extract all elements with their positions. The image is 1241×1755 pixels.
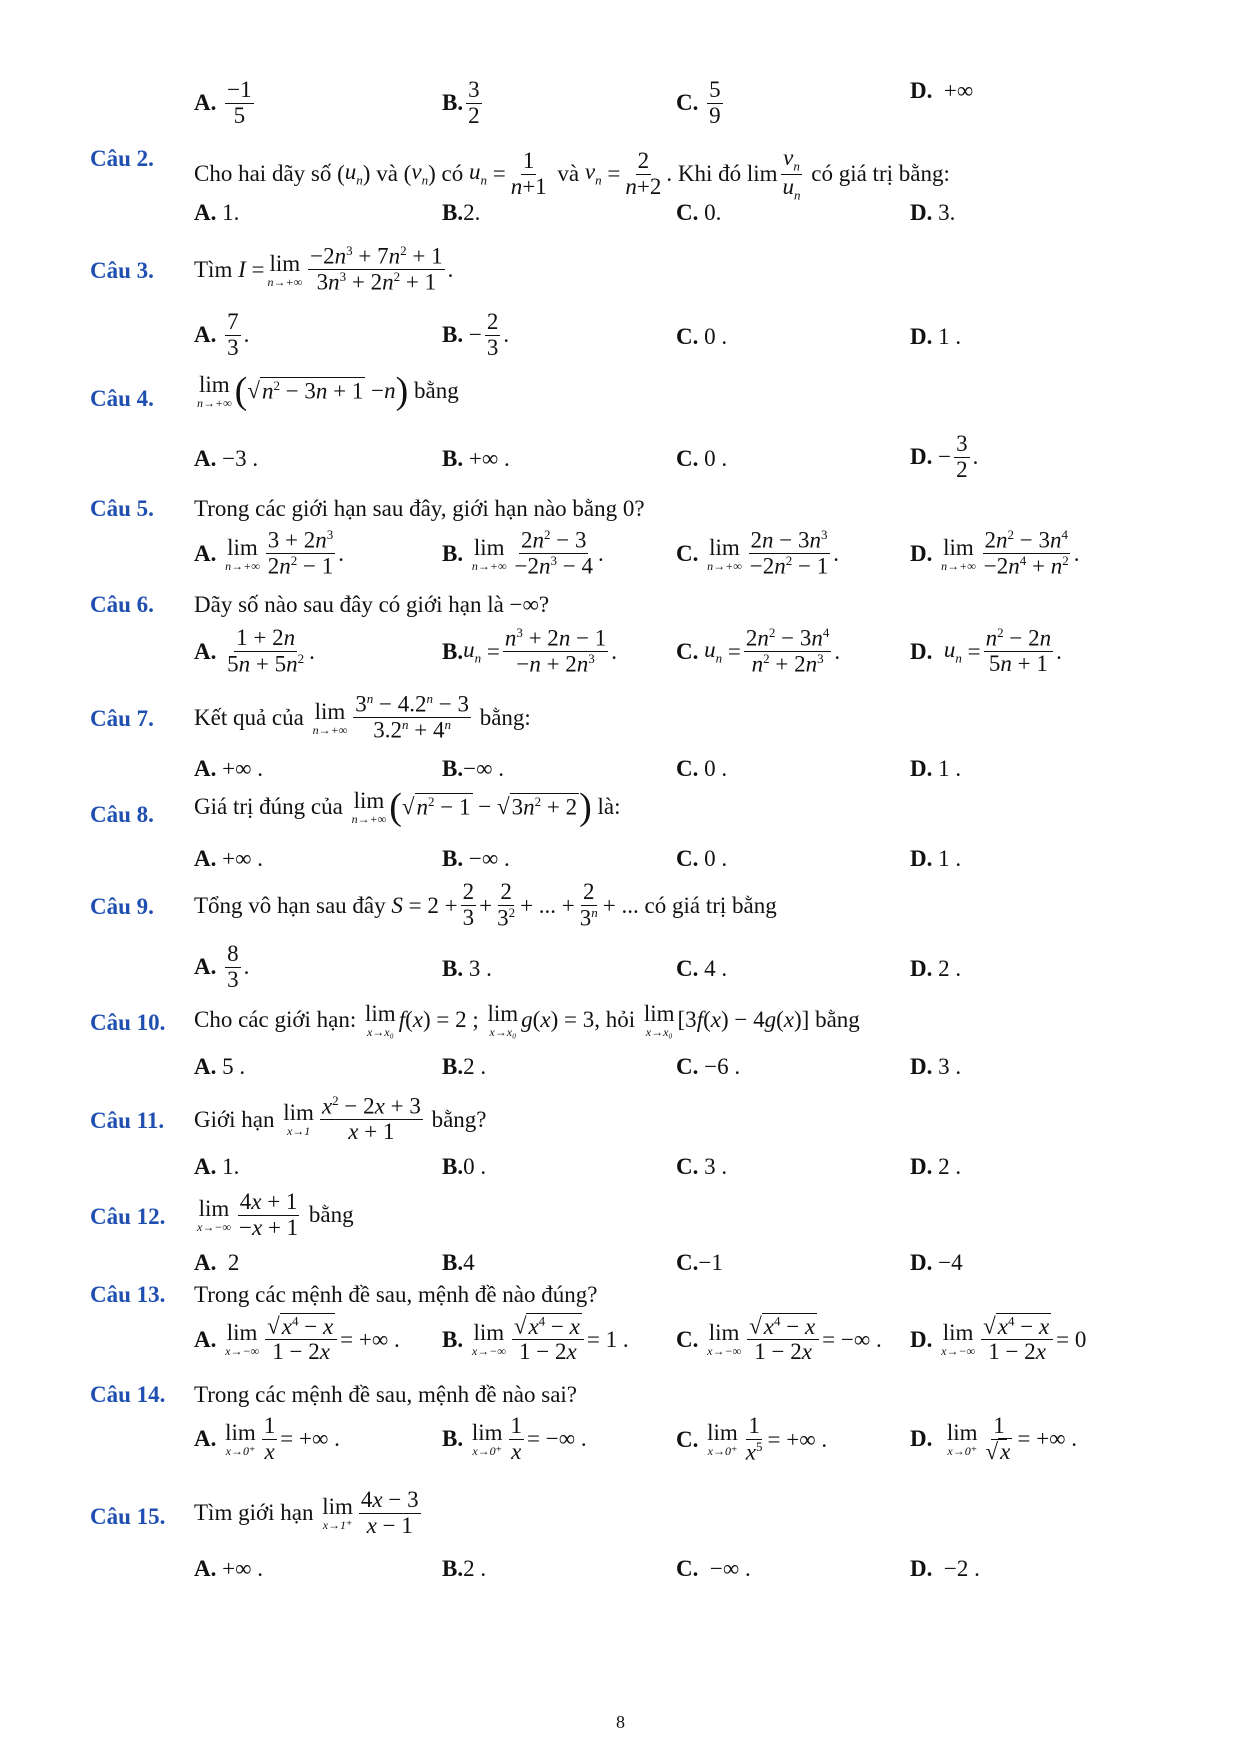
option-label: A. <box>194 90 217 116</box>
question-9 <box>0 880 1241 936</box>
option-label: C. <box>676 1054 699 1079</box>
text: Tìm <box>194 256 233 282</box>
question-text: Tổng vô hạn sau đây S = 2 + $\frac{2}{3}$ + $\frac{2}{3^2}$ + ... + $\frac{2}{3^n}$ + ... có giá trị bằng <box>194 879 777 931</box>
question-text: Trong các mệnh đề sau, mệnh đề nào sai? <box>194 1382 578 1407</box>
question-5 <box>0 492 1241 528</box>
question-text: lim x→−∞ $\frac{4x + 1}{-x + 1}$ bằng <box>197 1189 354 1240</box>
question-label: Câu 11. <box>90 1108 165 1133</box>
option-label: A. <box>194 322 217 348</box>
option-label: A. <box>194 1250 217 1275</box>
option-label: B. <box>442 1556 464 1581</box>
question-text: Cho các giới hạn: lim x→x₀ f ( x ) = 2 ; lim x→x₀ g ( x ) = 3 , hỏi lim x→x₀ [3 f ( x ) − 4 g ( x )] bằng <box>194 1001 860 1040</box>
question-7 <box>0 692 1241 748</box>
q12-options: A. 2 B.4 C.−1 D. −4 <box>194 1250 963 1275</box>
question-13 <box>0 1278 1241 1314</box>
option-label: D. <box>910 1556 933 1581</box>
question-15 <box>0 1488 1241 1548</box>
option-label: B. <box>442 1250 464 1275</box>
option-label: A. <box>194 446 217 471</box>
option-value: 2. <box>463 200 481 225</box>
option-label: B. <box>442 446 464 471</box>
q1-option-b: B. $\frac{3}{2}$ <box>442 77 480 128</box>
question-label: Câu 2. <box>90 146 154 171</box>
question-text: Giá trị đúng của lim n→+∞ ( √ $n^2 - 1$ − √ $3n^2 + 2$ ) là: <box>194 786 621 828</box>
option-label: A. <box>194 954 217 980</box>
text: có giá trị bằng: <box>811 161 950 187</box>
option-label: D. <box>910 200 933 225</box>
option-label: D. <box>910 1250 933 1275</box>
question-label: Câu 13. <box>90 1282 166 1307</box>
question-3 <box>0 244 1241 300</box>
text: Giá trị đúng của <box>194 794 343 819</box>
option-label: C. <box>676 540 699 566</box>
option-label: D. <box>910 956 933 981</box>
question-12 <box>0 1190 1241 1246</box>
q13-options: A. lim x→−∞ $\frac{√x^4 - x}{1 - 2x}$ = +∞ . B. lim x→−∞ $\frac{√x^4 - x}{1 - 2x}$ = 1 . C. lim x→−∞ $\frac{√x^4 - x}{1 - 2x}$ = −∞ . D. lim x→−∞ $\frac{√x^4 - x}{1 - 2x}$ = 0 <box>194 1313 1087 1365</box>
option-label: C. <box>676 638 699 664</box>
question-text: Trong các mệnh đề sau, mệnh đề nào đúng? <box>194 1282 598 1307</box>
option-label: C. <box>676 846 699 871</box>
text: và <box>376 161 398 187</box>
option-value: 0. <box>704 200 722 225</box>
option-label: B. <box>442 846 464 871</box>
q1-options <box>0 78 1241 134</box>
option-label: D. <box>910 1326 933 1352</box>
question-8 <box>0 788 1241 844</box>
option-label: A. <box>194 638 217 664</box>
option-label: C. <box>676 324 699 349</box>
question-11 <box>0 1094 1241 1150</box>
option-label: C. <box>676 446 699 471</box>
q5-options: A. lim n→+∞ $\frac{3 + 2n^3}{2n^2 - 1}$ . B. lim n→+∞ $\frac{2n^2 - 3}{-2n^3 - 4}$ . C. lim n→+∞ $\frac{2n - 3n^3}{-2n^2 - 1}$ . D. lim n→+∞ $\frac{2n^2 - 3n^4}{-2n^4 + n^2}$ . <box>194 527 1080 580</box>
question-label: Câu 4. <box>90 386 154 411</box>
option-label: C. <box>676 1154 699 1179</box>
text: Tổng vô hạn sau đây <box>194 892 386 918</box>
text: bằng: <box>479 704 531 730</box>
question-label: Câu 3. <box>90 258 154 283</box>
q15-options: A. +∞ . B.2 . C. −∞ . D. −2 . <box>194 1556 980 1581</box>
option-label: D. <box>910 638 933 664</box>
text: có <box>441 161 464 187</box>
option-label: A. <box>194 540 217 566</box>
page-number: 8 <box>616 1712 625 1732</box>
option-label: A. <box>194 1054 217 1079</box>
question-text: Tìm I = lim n→+∞ $\frac{-2n^3 + 7n^2 + 1}{3n^3 + 2n^2 + 1}$ . <box>194 243 454 296</box>
option-label: B. <box>442 200 464 225</box>
question-label: Câu 7. <box>90 706 154 731</box>
question-text: lim n→+∞ ( √ $n^2 - 3n + 1$ − n ) bằng <box>197 370 459 412</box>
text: Cho các giới hạn: <box>194 1007 357 1033</box>
text: có giá trị bằng <box>644 892 777 918</box>
option-label: D. <box>910 846 933 871</box>
option-label: A. <box>194 1426 217 1452</box>
question-label: Câu 15. <box>90 1504 166 1529</box>
q9-options: A. $\frac{8}{3}$ . B. 3 . C. 4 . D. 2 . <box>194 941 962 992</box>
text: và <box>557 161 580 187</box>
question-10 <box>0 1002 1241 1046</box>
text: bằng <box>414 378 459 403</box>
option-label: C. <box>676 1556 699 1581</box>
text: Cho hai dãy số <box>194 161 332 187</box>
q11-options: A. 1. B.0 . C. 3 . D. 2 . <box>194 1154 962 1179</box>
option-label: B. <box>442 1154 464 1179</box>
question-label: Câu 6. <box>90 592 154 617</box>
question-label: Câu 12. <box>90 1204 166 1229</box>
q8-options: A. +∞ . B. −∞ . C. 0 . D. 1 . <box>194 846 962 871</box>
option-label: B. <box>442 1054 464 1079</box>
option-label: B. <box>442 1426 464 1452</box>
option-label: B. <box>442 322 464 348</box>
text: bằng <box>815 1007 860 1033</box>
text: . Khi đó <box>666 161 742 187</box>
option-label: D. <box>910 1426 933 1452</box>
option-label: A. <box>194 756 217 781</box>
question-text: Giới hạn lim x→1 $\frac{x^2 - 2x + 3}{x + 1}$ bằng? <box>194 1093 487 1145</box>
option-label: B. <box>442 956 464 981</box>
text: bằng? <box>431 1106 487 1132</box>
text: , hỏi <box>594 1007 636 1033</box>
question-text: Tìm giới hạn lim x→1⁺ $\frac{4x - 3}{x - 1}$ <box>194 1487 419 1538</box>
option-label: B. <box>442 756 464 781</box>
option-label: C. <box>676 1326 699 1352</box>
option-label: D. <box>910 444 933 470</box>
question-2 <box>0 146 1241 202</box>
option-label: A. <box>194 1556 217 1581</box>
question-label: Câu 5. <box>90 496 154 521</box>
option-value: 3. <box>938 200 956 225</box>
q4-options: A. −3 . B. +∞ . C. 0 . D. − $\frac{3}{2}$ . <box>194 431 979 482</box>
option-label: D. <box>910 78 933 103</box>
option-label: D. <box>910 1054 933 1079</box>
question-4 <box>0 372 1241 428</box>
q6-options: A. $\frac{1 + 2n}{5n + 5n^2}$ . B. $u_n$ = $\frac{n^3 + 2n - 1}{-n + 2n^3}$ . C. $u_n$ = $\frac{2n^2 - 3n^4}{n^2 + 2n^3}$ . D. $u_n$ = $\frac{n^2 - 2n}{5n + 1}$ . <box>194 625 1062 678</box>
text: Tìm giới hạn <box>194 1500 314 1526</box>
q14-options: A. lim x→0⁺ $\frac{1}{x}$ = +∞ . B. lim x→0⁺ $\frac{1}{x}$ = −∞ . C. lim x→0⁺ $\frac{1}{x^5}$ = +∞ . D. lim x→0⁺ $\frac{1}{√x}$ = +∞ . <box>194 1413 1077 1465</box>
question-label: Câu 10. <box>90 1010 166 1035</box>
question-text: Cho hai dãy số ( $u_n$ ) và ( $v_n$ ) có $u_n$ = $\frac{1}{n+1}$ và $v_n$ = $\frac{2}{n+2}$ . Khi đó lim $\frac{v_n}{u_n}$ có giá trị bằng: <box>194 145 950 203</box>
text: Kết quả của <box>194 704 304 730</box>
option-label: A. <box>194 1326 217 1352</box>
q7-options: A. +∞ . B.−∞ . C. 0 . D. 1 . <box>194 756 962 781</box>
option-label: C. <box>676 1426 699 1452</box>
q3-options: A. $\frac{7}{3}$ . B. − $\frac{2}{3}$ . C. 0 . D. 1 . <box>194 309 962 360</box>
text: Giới hạn <box>194 1106 275 1132</box>
option-label: B. <box>442 638 464 664</box>
option-label: A. <box>194 200 217 225</box>
option-label: A. <box>194 846 217 871</box>
option-value: 1. <box>222 200 240 225</box>
q10-options: A. 5 . B.2 . C. −6 . D. 3 . <box>194 1054 962 1079</box>
q1-option-d: D. +∞ <box>910 78 974 103</box>
option-label: D. <box>910 324 933 349</box>
q1-option-a: A. $\frac{-1}{5}$ <box>194 77 252 128</box>
option-label: B. <box>442 540 464 566</box>
option-label: C. <box>676 1250 699 1275</box>
question-text: Dãy số nào sau đây có giới hạn là −∞? <box>194 592 550 617</box>
q1-option-c: C. $\frac{5}{9}$ <box>676 77 721 128</box>
question-label: Câu 8. <box>90 802 154 827</box>
option-label: C. <box>676 756 699 781</box>
option-label: B. <box>442 90 464 116</box>
option-label: D. <box>910 1154 933 1179</box>
question-text: Kết quả của lim n→+∞ $\frac{3^n - 4.2^n - 3}{3.2^n + 4^n}$ bằng: <box>194 691 531 744</box>
q2-options <box>0 196 1241 230</box>
option-label: B. <box>442 1326 464 1352</box>
question-14 <box>0 1378 1241 1414</box>
option-label: C. <box>676 956 699 981</box>
option-label: C. <box>676 90 699 116</box>
question-6 <box>0 588 1241 624</box>
question-label: Câu 14. <box>90 1382 166 1407</box>
option-label: D. <box>910 756 933 781</box>
option-label: C. <box>676 200 699 225</box>
text: là: <box>597 794 621 819</box>
question-label: Câu 9. <box>90 894 154 919</box>
option-label: A. <box>194 1154 217 1179</box>
question-text: Trong các giới hạn sau đây, giới hạn nào bằng 0? <box>194 496 645 521</box>
option-label: D. <box>910 540 933 566</box>
text: bằng <box>308 1202 354 1228</box>
